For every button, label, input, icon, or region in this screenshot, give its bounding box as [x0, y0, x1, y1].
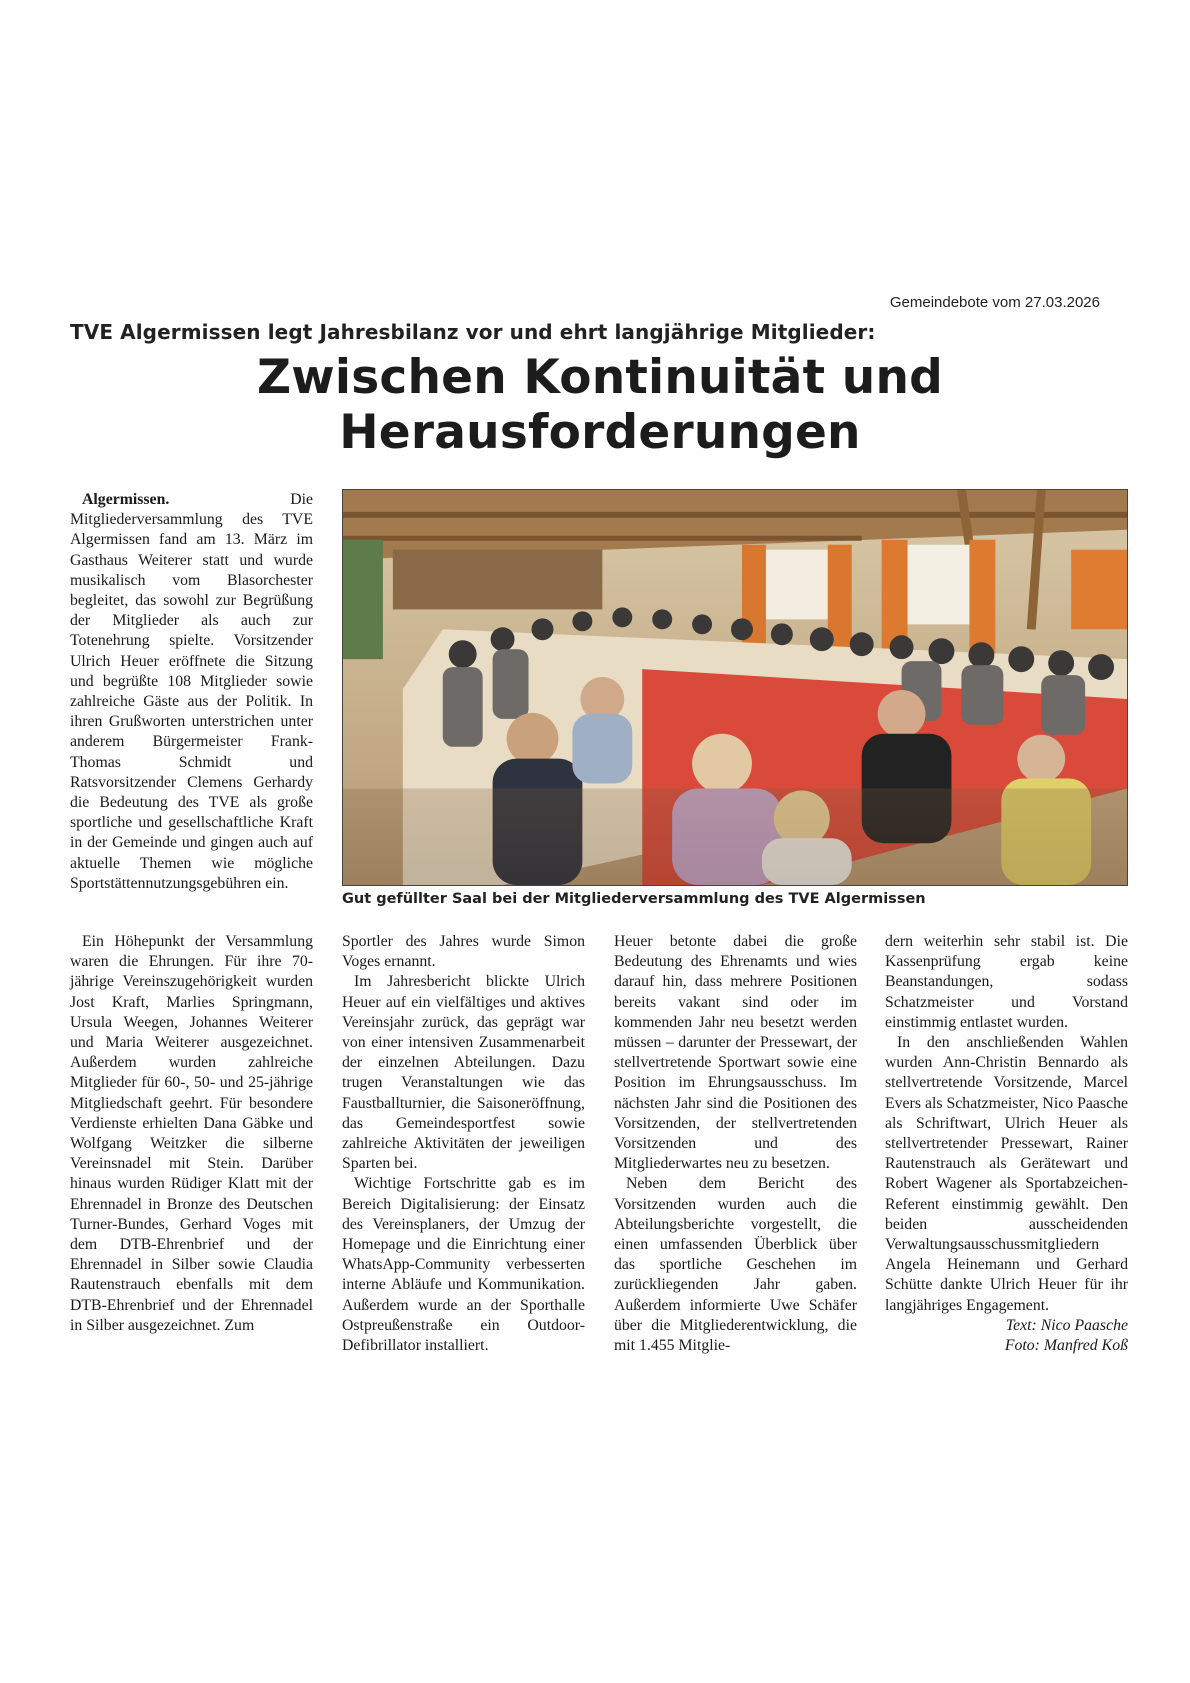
article-paragraph-7: Neben dem Bericht des Vorsitzenden wurden auch die Abteilungsberichte vorgestellt, die einen umfassenden Überblick über das sportliche Geschehen im zurückliegenden Jahr gaben. Außerdem informierte Uwe Schäfer über die Mitgliederentwicklung, die mit 1.455 Mitglie- — [614, 1175, 857, 1355]
article-column-1-top — [70, 490, 313, 894]
article-column-1-bottom — [70, 932, 313, 1336]
headline-line-1: Zwischen Kontinuität und — [257, 350, 943, 405]
article-credits — [885, 1316, 1128, 1356]
article-column-3 — [614, 932, 857, 1356]
photo-credit: Foto: Manfred Koß — [1004, 1337, 1128, 1355]
article-paragraph-8: dern weiterhin sehr stabil ist. Die Kassenprüfung ergab keine Beanstandungen, sodass Schatzmeister und Vorstand einstimmig entlastet wurden. — [885, 933, 1128, 1031]
publication-source-line: Gemeindebote vom 27.03.2026 — [889, 294, 1100, 311]
article-paragraph-5: Wichtige Fortschritte gab es im Bereich Digitalisierung: der Einsatz des Vereinsplaners, der Umzug der Homepage und die Einrichtung einer WhatsApp-Community verbesserten interne Abläufe und Kommunikation. Außerdem wurde an der Sporthalle Ostpreußenstraße ein Outdoor-Defibrillator installiert. — [342, 1175, 585, 1355]
article-kicker: TVE Algermissen legt Jahresbilanz vor und ehrt langjährige Mitglieder: — [70, 320, 876, 344]
article-headline — [70, 350, 1130, 460]
article-column-2 — [342, 932, 585, 1356]
article-dateline: Algermissen. — [82, 491, 170, 508]
article-paragraph-4: Im Jahresbericht blickte Ulrich Heuer auf ein vielfältiges und aktives Vereinsjahr zurück, das geprägt war von einer intensiven Zusammenarbeit der einzelnen Abteilungen. Dazu trugen Veranstaltungen wie das Faustballturnier, die Saisoneröffnung, das Gemeindesportfest sowie zahlreiche Aktivitäten der jeweiligen Sparten bei. — [342, 973, 585, 1173]
photo-caption: Gut gefüllter Saal bei der Mitgliederversammlung des TVE Algermissen — [342, 891, 926, 907]
paragraph-1-text: Die Mitgliederversammlung des TVE Algermissen fand am 13. März im Gasthaus Weiterer statt und wurde musikalisch vom Blasorchester begleitet, das sowohl zur Begrüßung der Mitglieder als auch zur Totenehrung spielte. Vorsitzender Ulrich Heuer eröffnete die Sitzung und begrüßte 108 Mitglieder sowie zahlreiche Gäste aus der Politik. In ihren Grußworten unterstrichen unter anderem Bürgermeister Frank-Thomas Schmidt und Ratsvorsitzender Clemens Gerhardy die Bedeutung des TVE als große sportliche und gesellschaftliche Kraft in der Gemeinde und gingen auch auf aktuelle Themen wie mögliche Sportstättennutzungsgebühren ein. — [70, 491, 313, 892]
article-column-4 — [885, 932, 1128, 1356]
article-paragraph-3: Sportler des Jahres wurde Simon Voges ernannt. — [342, 933, 585, 971]
article-paragraph-6: Heuer betonte dabei die große Bedeutung des Ehrenamts und wies darauf hin, dass mehrere Positionen bereits vakant sind oder im kommenden Jahr neu besetzt werden müssen – darunter der Pressewart, der stellvertretende Sportwart sowie eine Position im Ehrungsausschuss. Im nächsten Jahr sind die Positionen des Vorsitzenden, der stellvertretenden Vorsitzenden und des Mitgliederwartes neu zu besetzen. — [614, 933, 857, 1173]
article-paragraph-2: Ein Höhepunkt der Versammlung waren die Ehrungen. Für ihre 70-jährige Vereinszugehörigkeit wurden Jost Kraft, Marlies Springmann, Ursula Weegen, Johannes Weiterer und Maria Weiterer ausgezeichnet. Außerdem wurden zahlreiche Mitglieder für 60-, 50- und 25-jährige Mitgliedschaft geehrt. Für besondere Verdienste erhielten Dana Gäbke und Wolfgang Weitzker die silberne Vereinsnadel mit Stein. Darüber hinaus wurden Rüdiger Klatt mit der Ehrennadel in Bronze des Deutschen Turner-Bundes, Gerhard Voges mit dem DTB-Ehrenbrief und der Ehrennadel in Silber sowie Claudia Rautenstrauch ebenfalls mit dem DTB-Ehrenbrief und der Ehrennadel in Silber ausgezeichnet. Zum — [70, 933, 313, 1334]
headline-line-2: Herausforderungen — [339, 405, 861, 460]
article-paragraph-1 — [70, 490, 313, 894]
meeting-hall-photo — [343, 490, 1127, 885]
article-paragraph-9: In den anschließenden Wahlen wurden Ann-Christin Bennardo als stellvertretende Vorsitzende, Marcel Evers als Schatzmeister, Nico Paasche als Schriftwart, Ulrich Heuer als stellvertretender Pressewart, Rainer Rautenstrauch als Gerätewart und Robert Wagener als Sportabzeichen-Referent einstimmig gewählt. Den beiden ausscheidenden Verwaltungsausschussmitgliedern Angela Heinemann und Gerhard Schütte dankte Ulrich Heuer für ihr langjähriges Engagement. — [885, 1034, 1128, 1314]
text-credit: Text: Nico Paasche — [1005, 1316, 1128, 1334]
article-photo — [342, 489, 1128, 886]
